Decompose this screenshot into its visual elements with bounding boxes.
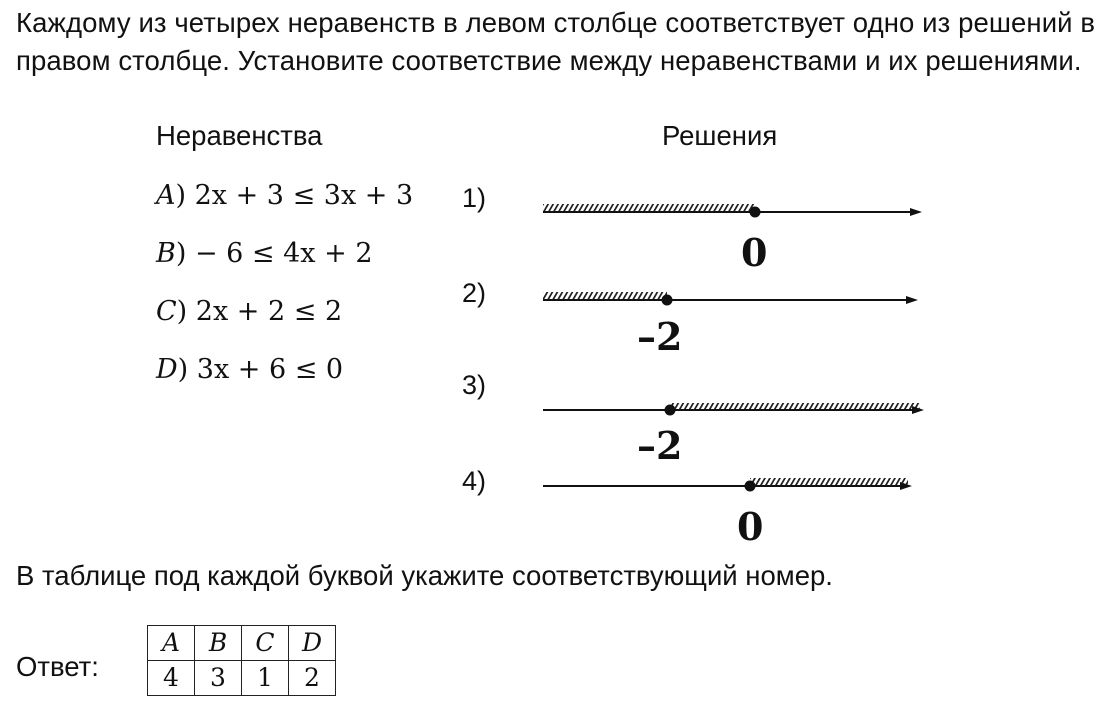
number-line-1 [543, 204, 922, 218]
inequality-letter: B [156, 238, 176, 269]
point-label-1: 0 [741, 230, 768, 275]
arrow-head [906, 296, 918, 304]
solutions-header: Решения [662, 120, 778, 151]
arrow-head [910, 208, 922, 216]
inequality-expr: ) − 6 ≤ 4x + 2 [175, 238, 373, 269]
answer-value-cell[interactable]: 2 [289, 661, 336, 696]
inequality-letter: A [156, 180, 176, 211]
point-label-3: –2 [637, 423, 683, 468]
answer-value-cell[interactable]: 3 [195, 661, 242, 696]
closed-point [662, 295, 673, 306]
number-line-2 [543, 292, 918, 306]
answer-letter-cell: D [289, 626, 336, 661]
number-line-3 [543, 403, 924, 416]
instruction-text: В таблице под каждой буквой укажите соответствующий номер. [16, 560, 833, 591]
answer-value-cell[interactable]: 1 [242, 661, 289, 696]
answer-values-row [148, 661, 336, 696]
answer-letter-cell: C [242, 626, 289, 661]
point-label-4: 0 [737, 504, 764, 549]
solution-number-2: 2) [462, 278, 487, 308]
point-label-2: –2 [637, 314, 683, 359]
inequality-expr: ) 3x + 6 ≤ 0 [177, 354, 344, 385]
answer-letter-cell: B [195, 626, 242, 661]
answer-letter-cell: A [148, 626, 195, 661]
closed-point [665, 405, 676, 416]
problem-statement: Каждому из четырех неравенств в левом столбце соответствует одно из решений в правом столбце. Установите соответствие между неравенствами и их решениями. [16, 7, 1096, 76]
inequality-letter: D [156, 354, 178, 385]
answer-value-cell[interactable]: 4 [148, 661, 195, 696]
answer-table [147, 625, 336, 696]
solution-number-1: 1) [462, 183, 487, 213]
hatch-region [670, 403, 920, 410]
number-line-4 [543, 478, 912, 492]
solution-number-4: 4) [462, 466, 487, 496]
hatch-region [750, 478, 908, 485]
solution-number-3: 3) [462, 370, 487, 400]
inequality-letter: C [156, 296, 177, 327]
hatch-region [543, 292, 667, 299]
hatch-region [543, 204, 755, 211]
inequality-expr: ) 2x + 2 ≤ 2 [176, 296, 343, 327]
inequality-expr: ) 2x + 3 ≤ 3x + 3 [175, 180, 414, 211]
answer-letters-row [148, 626, 336, 661]
closed-point [745, 481, 756, 492]
closed-point [750, 207, 761, 218]
answer-label: Ответ: [16, 651, 99, 682]
inequalities-header: Неравенства [156, 120, 323, 151]
